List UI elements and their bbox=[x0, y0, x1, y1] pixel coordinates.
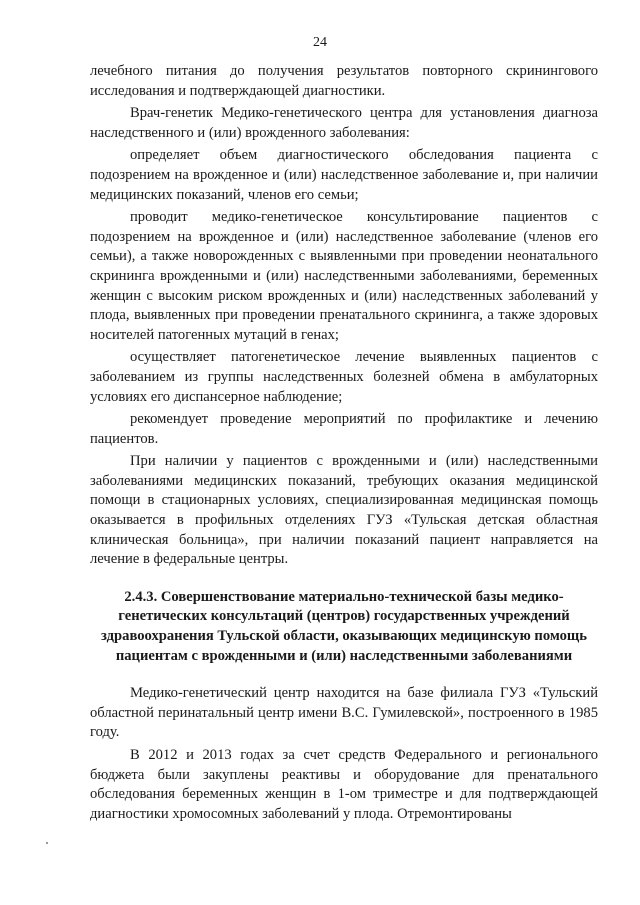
paragraph-geneticist-intro: Врач-генетик Медико-генетического центра для установления диагноза наследственного и (или) врожденного заболевания: bbox=[90, 105, 598, 141]
page-number: 24 bbox=[313, 35, 327, 50]
section-heading: 2.4.3. Совершенствование материально-технической базы медико-генетических консультаций (центров) государственных учреждений здравоохранения Тульской области, оказывающих медицинскую помощь пациентам с врожденными и (или) наследственными заболеваниями bbox=[101, 588, 587, 664]
scan-speck bbox=[46, 842, 48, 844]
paragraph-treatment: осуществляет патогенетическое лечение выявленных пациентов с заболеванием из группы наследственных болезней обмена в амбулаторных условиях его диспансерное наблюдение; bbox=[90, 349, 598, 405]
paragraph-counseling: проводит медико-генетическое консультирование пациентов с подозрением на врожденное и (или) наследственное заболевание (членов его семьи), а также новорожденных с выявленными при проведении неонатального скрининга врожденными и (или) наследственными заболеваниями, беременных женщин с высоким риском врожденных и (или) наследственных заболеваний у плода, выявленных при проведении пренатального скрининга, а также здоровых носителей патогенных мутаций в генах; bbox=[90, 209, 598, 343]
paragraph-recommends: рекомендует проведение мероприятий по профилактике и лечению пациентов. bbox=[90, 411, 598, 447]
paragraph-center-location: Медико-генетический центр находится на базе филиала ГУЗ «Тульский областной перинатальный центр имени В.С. Гумилевской», построенного в 1985 году. bbox=[90, 685, 598, 741]
paragraph-inpatient-care: При наличии у пациентов с врожденными и (или) наследственными заболеваниями медицинских показаний, требующих оказания медицинской помощи в стационарных условиях, специализированная медицинская помощь оказывается в профильных отделениях ГУЗ «Тульская детская областная клиническая больница», при наличии показаний пациент направляется на лечение в федеральные центры. bbox=[90, 453, 598, 568]
document-body bbox=[90, 62, 598, 827]
paragraph-equipment-purchase: В 2012 и 2013 годах за счет средств Федерального и регионального бюджета были закуплены реактивы и оборудование для пренатального обследования беременных женщин в 1-ом триместре и для подтверждающей диагностики хромосомных заболеваний у плода. Отремонтированы bbox=[90, 747, 598, 822]
paragraph-continued: лечебного питания до получения результатов повторного скринингового исследования и подтверждающей диагностики. bbox=[90, 63, 598, 99]
paragraph-determines-scope: определяет объем диагностического обследования пациента с подозрением на врожденное и (или) наследственное заболевание и, при наличии медицинских показаний, членов его семьи; bbox=[90, 147, 598, 203]
